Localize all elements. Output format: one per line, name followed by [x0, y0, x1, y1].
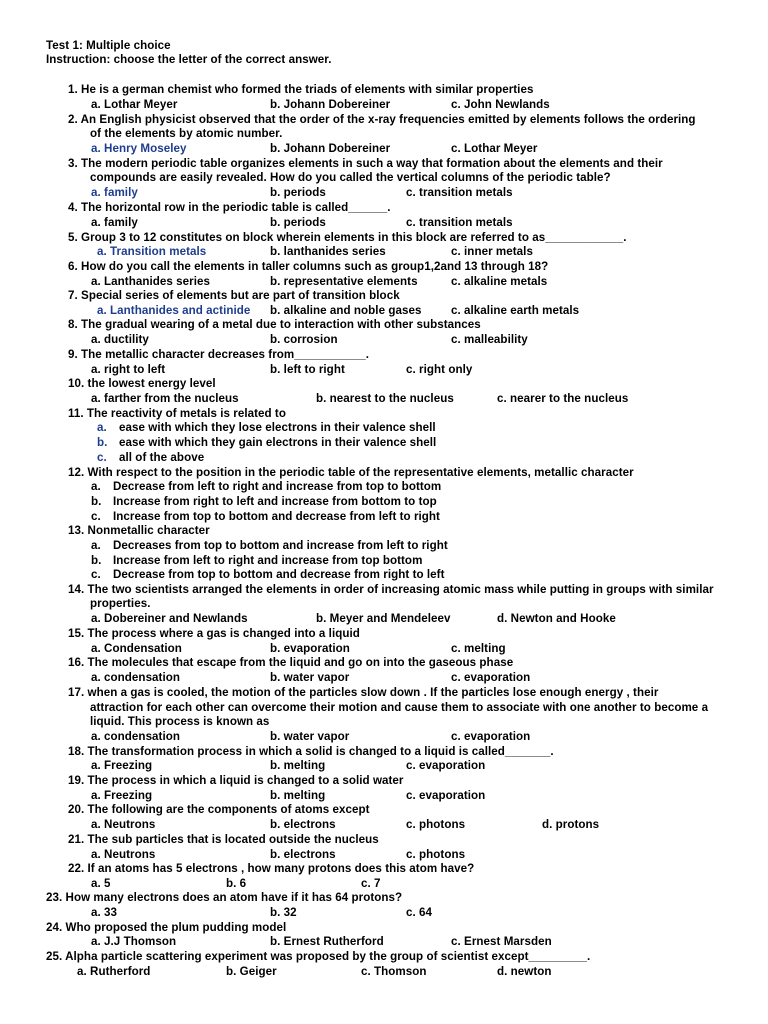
q5-option-b: b. lanthanides series — [270, 245, 386, 258]
test-title: Test 1: Multiple choice — [46, 39, 171, 52]
q24-option-b: b. Ernest Rutherford — [270, 935, 384, 948]
q21-option-a: a. Neutrons — [91, 848, 156, 861]
q13-option-b: Increase from left to right and increase from top bottom — [113, 554, 423, 567]
q10-option-c: c. nearer to the nucleus — [497, 392, 629, 405]
q7-option-c: c. alkaline earth metals — [451, 304, 580, 317]
q1-option-a: a. Lothar Meyer — [91, 98, 178, 111]
q4-option-c: c. transition metals — [406, 216, 513, 229]
q16-option-c: c. evaporation — [451, 671, 531, 684]
q10-option-b: b. nearest to the nucleus — [316, 392, 454, 405]
q15-option-a: a. Condensation — [91, 642, 182, 655]
question-23: 23. How many electrons does an atom have if it has 64 protons? — [46, 891, 403, 904]
q3-option-a: a. family — [91, 186, 138, 199]
q18-option-a: a. Freezing — [91, 759, 153, 772]
q12-letter-c: c. — [91, 510, 101, 523]
q13-letter-b: b. — [91, 554, 102, 567]
q17-option-b: b. water vapor — [270, 730, 350, 743]
question-12: 12. With respect to the position in the periodic table of the representative elements, metallic character — [68, 466, 634, 479]
q22-option-b: b. 6 — [226, 877, 247, 890]
q22-option-c: c. 7 — [361, 877, 381, 890]
question-4: 4. The horizontal row in the periodic table is called______. — [68, 201, 391, 214]
q24-option-c: c. Ernest Marsden — [451, 935, 552, 948]
q13-letter-c: c. — [91, 568, 101, 581]
q13-option-c: Decrease from top to bottom and decrease from right to left — [113, 568, 445, 581]
q3-option-c: c. transition metals — [406, 186, 513, 199]
q7-option-a: a. Lanthanides and actinide — [97, 304, 251, 317]
q11-letter-c: c. — [97, 451, 107, 464]
question-16: 16. The molecules that escape from the liquid and go on into the gaseous phase — [68, 656, 514, 669]
q8-option-c: c. malleability — [451, 333, 528, 346]
q25-option-b: b. Geiger — [226, 965, 277, 978]
q14-option-a: a. Dobereiner and Newlands — [91, 612, 248, 625]
q17-stem-cont-2: liquid. This process is known as — [90, 715, 270, 728]
question-14: 14. The two scientists arranged the elements in order of increasing atomic mass while putting in groups with similar — [68, 583, 714, 596]
q25-option-c: c. Thomson — [361, 965, 427, 978]
q8-option-a: a. ductility — [91, 333, 149, 346]
q17-option-a: a. condensation — [91, 730, 181, 743]
q23-option-a: a. 33 — [91, 906, 118, 919]
q15-option-c: c. melting — [451, 642, 506, 655]
q25-option-a: a. Rutherford — [77, 965, 151, 978]
q10-option-a: a. farther from the nucleus — [91, 392, 239, 405]
q13-letter-a: a. — [91, 539, 101, 552]
q3-stem-cont: compounds are easily revealed. How do you called the vertical columns of the periodic table? — [90, 171, 611, 184]
question-21: 21. The sub particles that is located outside the nucleus — [68, 833, 379, 846]
q11-option-b: ease with which they gain electrons in their valence shell — [119, 436, 437, 449]
q5-option-c: c. inner metals — [451, 245, 533, 258]
q2-option-a: a. Henry Moseley — [91, 142, 187, 155]
q13-option-a: Decreases from top to bottom and increase from left to right — [113, 539, 448, 552]
q2-option-c: c. Lothar Meyer — [451, 142, 538, 155]
q5-option-a: a. Transition metals — [97, 245, 207, 258]
q19-option-a: a. Freezing — [91, 789, 153, 802]
q3-option-b: b. periods — [270, 186, 326, 199]
q4-option-b: b. periods — [270, 216, 326, 229]
q11-letter-b: b. — [97, 436, 108, 449]
q21-option-b: b. electrons — [270, 848, 336, 861]
question-22: 22. If an atoms has 5 electrons , how many protons does this atom have? — [68, 862, 475, 875]
q23-option-c: c. 64 — [406, 906, 433, 919]
q14-stem-cont: properties. — [90, 597, 151, 610]
q11-option-a: ease with which they lose electrons in their valence shell — [119, 421, 436, 434]
question-1: 1. He is a german chemist who formed the triads of elements with similar properties — [68, 83, 534, 96]
q25-option-d: d. newton — [497, 965, 552, 978]
q1-option-c: c. John Newlands — [451, 98, 550, 111]
q19-option-c: c. evaporation — [406, 789, 486, 802]
q20-option-b: b. electrons — [270, 818, 336, 831]
instruction-text: Instruction: choose the letter of the correct answer. — [46, 53, 332, 66]
q6-option-c: c. alkaline metals — [451, 275, 548, 288]
q21-option-c: c. photons — [406, 848, 466, 861]
question-2: 2. An English physicist observed that the order of the x-ray frequencies emitted by elements follows the ordering — [68, 113, 696, 126]
question-10: 10. the lowest energy level — [68, 377, 216, 390]
q19-option-b: b. melting — [270, 789, 326, 802]
question-3: 3. The modern periodic table organizes elements in such a way that formation about the elements and their — [68, 157, 663, 170]
q12-letter-a: a. — [91, 480, 101, 493]
question-15: 15. The process where a gas is changed into a liquid — [68, 627, 360, 640]
question-8: 8. The gradual wearing of a metal due to interaction with other substances — [68, 318, 481, 331]
q18-option-b: b. melting — [270, 759, 326, 772]
q9-option-a: a. right to left — [91, 363, 166, 376]
q8-option-b: b. corrosion — [270, 333, 338, 346]
question-17: 17. when a gas is cooled, the motion of the particles slow down . If the particles lose enough energy , their — [68, 686, 659, 699]
q22-option-a: a. 5 — [91, 877, 111, 890]
q17-option-c: c. evaporation — [451, 730, 531, 743]
q11-letter-a: a. — [97, 421, 107, 434]
q12-option-b: Increase from right to left and increase from bottom to top — [113, 495, 437, 508]
q12-letter-b: b. — [91, 495, 102, 508]
q14-option-b: b. Meyer and Mendeleev — [316, 612, 451, 625]
question-19: 19. The process in which a liquid is changed to a solid water — [68, 774, 404, 787]
q4-option-a: a. family — [91, 216, 138, 229]
question-18: 18. The transformation process in which a solid is changed to a liquid is called_______. — [68, 745, 554, 758]
q2-option-b: b. Johann Dobereiner — [270, 142, 391, 155]
q20-option-a: a. Neutrons — [91, 818, 156, 831]
q18-option-c: c. evaporation — [406, 759, 486, 772]
q2-stem-cont: of the elements by atomic number. — [90, 127, 283, 140]
q9-option-c: c. right only — [406, 363, 473, 376]
q11-option-c: all of the above — [119, 451, 205, 464]
q1-option-b: b. Johann Dobereiner — [270, 98, 391, 111]
q7-option-b: b. alkaline and noble gases — [270, 304, 422, 317]
q6-option-a: a. Lanthanides series — [91, 275, 210, 288]
q20-option-d: d. protons — [542, 818, 600, 831]
q23-option-b: b. 32 — [270, 906, 297, 919]
question-25: 25. Alpha particle scattering experiment was proposed by the group of scientist except_________. — [46, 950, 591, 963]
question-11: 11. The reactivity of metals is related to — [68, 407, 286, 420]
q12-option-c: Increase from top to bottom and decrease from left to right — [113, 510, 440, 523]
question-13: 13. Nonmetallic character — [68, 524, 210, 537]
q16-option-b: b. water vapor — [270, 671, 350, 684]
question-20: 20. The following are the components of atoms except — [68, 803, 370, 816]
q15-option-b: b. evaporation — [270, 642, 350, 655]
question-6: 6. How do you call the elements in taller columns such as group1,2and 13 through 18? — [68, 260, 549, 273]
question-5: 5. Group 3 to 12 constitutes on block wherein elements in this block are referred to as____________. — [68, 231, 627, 244]
q24-option-a: a. J.J Thomson — [91, 935, 177, 948]
question-7: 7. Special series of elements but are part of transition block — [68, 289, 400, 302]
question-9: 9. The metallic character decreases from___________. — [68, 348, 370, 361]
q12-option-a: Decrease from left to right and increase from top to bottom — [113, 480, 442, 493]
q20-option-c: c. photons — [406, 818, 466, 831]
q17-stem-cont: attraction for each other can overcome their motion and cause them to associate with one another to become a — [90, 701, 709, 714]
q16-option-a: a. condensation — [91, 671, 181, 684]
q6-option-b: b. representative elements — [270, 275, 418, 288]
q14-option-d: d. Newton and Hooke — [497, 612, 616, 625]
q9-option-b: b. left to right — [270, 363, 345, 376]
question-24: 24. Who proposed the plum pudding model — [46, 921, 287, 934]
